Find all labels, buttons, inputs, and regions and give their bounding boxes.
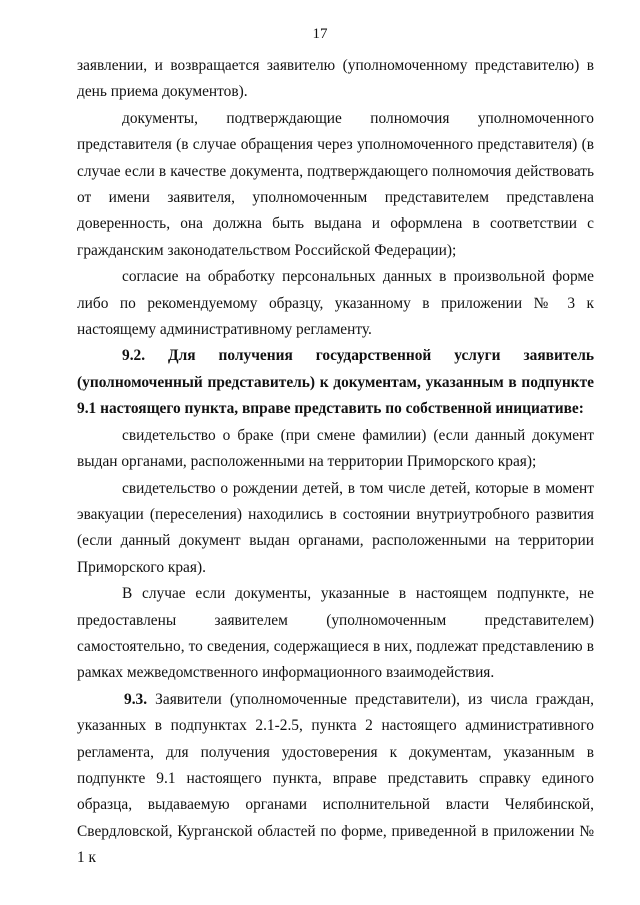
document-body: [77, 53, 594, 872]
paragraph-continuation: заявлении, и возвращается заявителю (уполномоченному представителю) в день приема документов).: [77, 57, 594, 101]
section-9-3-text: Заявители (уполномоченные представители), из числа граждан, указанных в подпунктах 2.1-2.5, пункта 2 настоящего административного регламента, для получения удостоверения к документам, указанным в подпункте 9.1 настоящего пункта, вправе представить справку единого образца, выдаваемую органами исполнительной власти Челябинской, Свердловской, Курганской областей по форме, приведенной в приложении № 1 к: [77, 690, 594, 867]
paragraph-birth-certificate: свидетельство о рождении детей, в том числе детей, которые в момент эвакуации (переселения) находились в состоянии внутриутробного развития (если данный документ выдан органами, расположенными на территории Приморского края).: [77, 479, 594, 576]
paragraph-marriage-certificate: свидетельство о браке (при смене фамилии) (если данный документ выдан органами, расположенными на территории Приморского края);: [77, 426, 594, 471]
paragraph-section-9-2: 9.2. Для получения государственной услуги заявитель (уполномоченный представитель) к документам, указанным в подпункте 9.1 настоящего пункта, вправе представить по собственной инициативе:: [77, 347, 594, 418]
paragraph-section-9-3: [77, 687, 594, 872]
paragraph-authority-documents: документы, подтверждающие полномочия уполномоченного представителя (в случае обращения через уполномоченного представителя) (в случае если в качестве документа, подтверждающего полномочия действовать от имени заявителя, уполномоченным представителем представлена доверенность, она должна быть выдана и оформлена в соответствии с гражданским законодательством Российской Федерации);: [77, 109, 594, 259]
paragraph-interagency-note: В случае если документы, указанные в настоящем подпункте, не предоставлены заявителем (уполномоченным представителем) самостоятельно, то сведения, содержащиеся в них, подлежат представлению в рамках межведомственного информационного взаимодействия.: [77, 585, 594, 682]
paragraph-personal-data-consent: согласие на обработку персональных данных в произвольной форме либо по рекомендуемому образцу, указанному в приложении № 3 к настоящему административному регламенту.: [77, 268, 594, 339]
page-number: 17: [312, 26, 328, 42]
section-9-3-number: 9.3.: [124, 690, 148, 708]
